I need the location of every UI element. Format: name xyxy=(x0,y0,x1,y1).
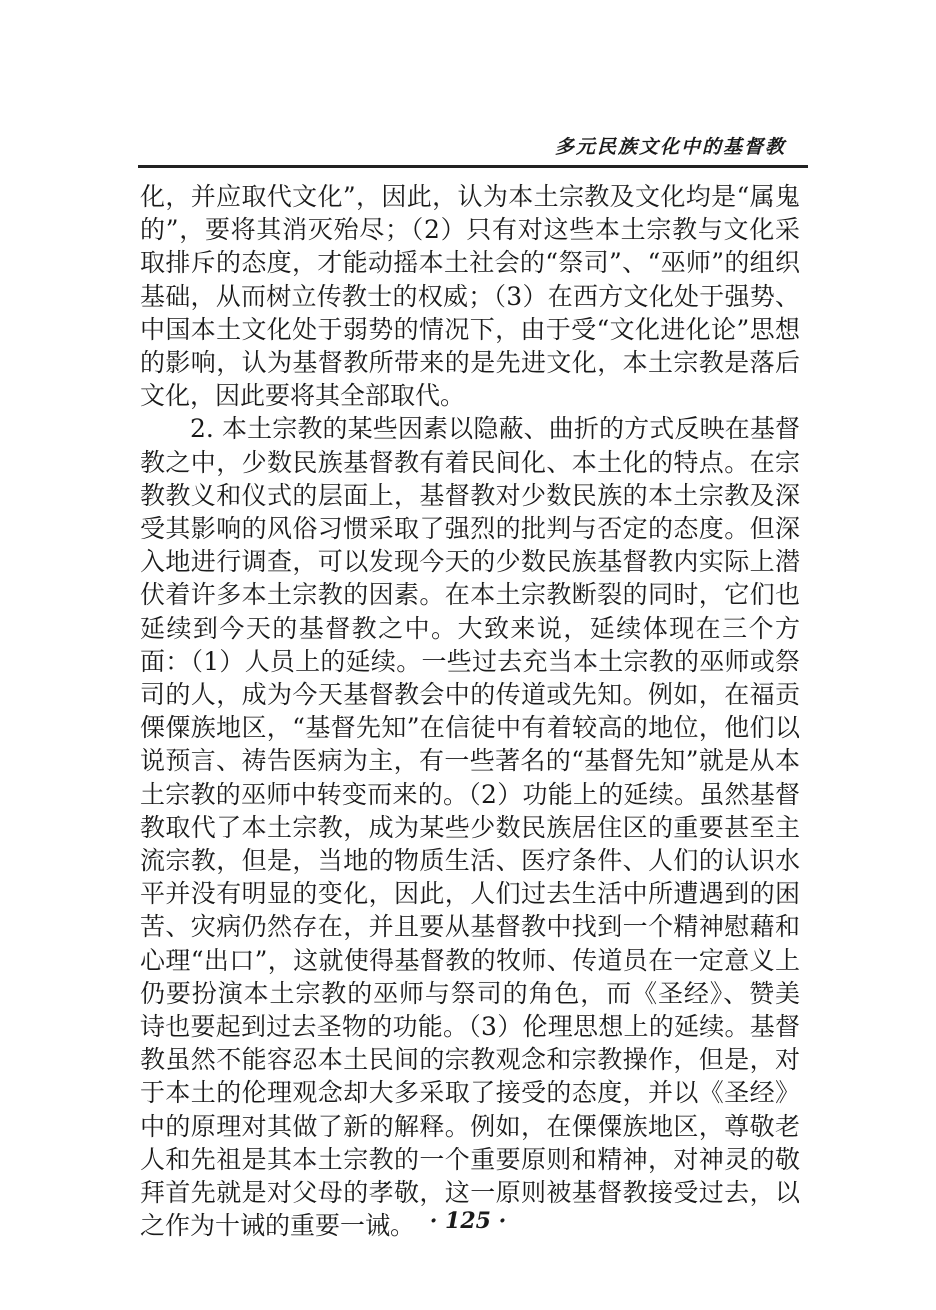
paragraph-2: 2. 本土宗教的某些因素以隐蔽、曲折的方式反映在基督教之中，少数民族基督教有着民间化、本土化的特点。在宗教教义和仪式的层面上，基督教对少数民族的本土宗教及深受其影响的风俗习惯采取了强烈的批判与否定的态度。但深入地进行调查，可以发现今天的少数民族基督教内实际上潜伏着许多本土宗教的因素。在本土宗教断裂的同时，它们也延续到今天的基督教之中。大致来说，延续体现在三个方面：（1）人员上的延续。一些过去充当本土宗教的巫师或祭司的人，成为今天基督教会中的传道或先知。例如，在福贡傈僳族地区，“基督先知”在信徒中有着较高的地位，他们以说预言、祷告医病为主，有一些著名的“基督先知”就是从本土宗教的巫师中转变而来的。（2）功能上的延续。虽然基督教取代了本土宗教，成为某些少数民族居住区的重要甚至主流宗教，但是，当地的物质生活、医疗条件、人们的认识水平并没有明显的变化，因此，人们过去生活中所遭遇到的困苦、灾病仍然存在，并且要从基督教中找到一个精神慰藉和心理“出口”，这就使得基督教的牧师、传道员在一定意义上仍要扮演本土宗教的巫师与祭司的角色，而《圣经》、赞美诗也要起到过去圣物的功能。（3）伦理思想上的延续。基督教虽然不能容忍本土民间的宗教观念和宗教操作，但是，对于本土的伦理观念却大多采取了接受的态度，并以《圣经》中的原理对其做了新的解释。例如，在傈僳族地区，尊敬老人和先祖是其本土宗教的一个重要原则和精神，对神灵的敬拜首先就是对父母的孝敬，这一原则被基督教接受过去，以之作为十诫的重要一诫。 xyxy=(140,414,800,1241)
body-text xyxy=(140,180,800,1243)
header-rule xyxy=(138,165,808,168)
page-number: · 125 · xyxy=(429,1208,507,1234)
running-header-title: 多元民族文化中的基督教 xyxy=(554,136,786,158)
paragraph-1: 化，并应取代文化”，因此，认为本土宗教及文化均是“属鬼的”，要将其消灭殆尽；（2）只有对这些本土宗教与文化采取排斥的态度，才能动摇本土社会的“祭司”、“巫师”的组织基础，从而树立传教士的权威；（3）在西方文化处于强势、中国本土文化处于弱势的情况下，由于受“文化进化论”思想的影响，认为基督教所带来的是先进文化，本土宗教是落后文化，因此要将其全部取代。 xyxy=(140,182,800,411)
